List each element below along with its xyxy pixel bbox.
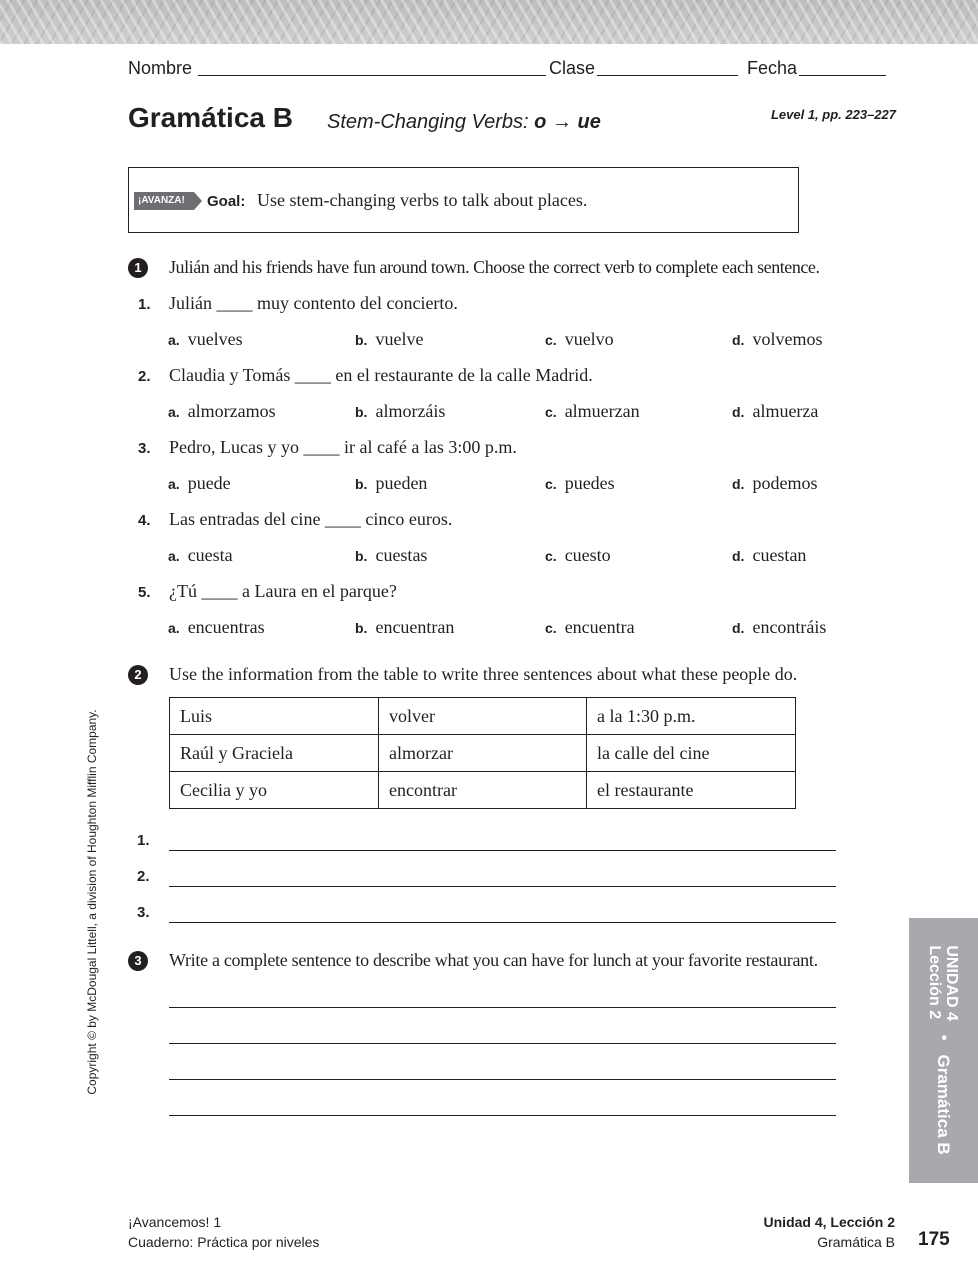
table-cell: a la 1:30 p.m. [587,698,796,735]
option-letter: d. [732,548,745,564]
page-number: 175 [918,1229,950,1250]
option-text: vuelvo [564,329,614,349]
level-reference: Level 1, pp. 223–227 [770,107,896,122]
side-tab-label [926,945,960,1154]
option-letter: c. [545,548,557,564]
page-subtitle [327,111,601,134]
answer-option[interactable] [545,329,614,350]
option-letter: c. [545,404,557,420]
question-text: Julián ____ muy contento del concierto. [169,293,458,313]
table-cell: almorzar [379,735,587,772]
nombre-label: Nombre [128,58,193,78]
section-1-instruction: Julián and his friends have fun around town. Choose the correct verb to complete each sentence. [169,257,820,277]
side-tab [909,918,978,1183]
option-text: pueden [375,473,428,493]
question-number: 1. [138,296,151,313]
option-letter: a. [168,332,180,348]
answer-2-line[interactable] [169,886,836,887]
answer-option[interactable] [355,329,423,350]
answer-option[interactable] [168,617,265,638]
answer-1-number: 1. [137,832,150,849]
answer-option[interactable] [732,617,826,638]
option-letter: a. [168,548,180,564]
option-letter: b. [355,332,368,348]
writing-line[interactable] [169,1079,836,1080]
answer-option[interactable] [732,401,818,422]
option-text: almorzáis [375,401,446,421]
answer-option[interactable] [168,401,276,422]
answer-option[interactable] [545,473,615,494]
option-text: podemos [752,473,818,493]
answer-option[interactable] [545,617,635,638]
subtitle-from: o [534,111,547,133]
option-text: almuerzan [564,401,640,421]
table-cell: encontrar [379,772,587,809]
option-text: almorzamos [187,401,276,421]
copyright-text: Copyright © by McDougal Littell, a division of Houghton Mifflin Company. [85,709,99,1095]
footer-unit: Unidad 4, Lección 2 [763,1214,895,1230]
bullet-icon: • [935,1034,952,1041]
option-letter: b. [355,476,368,492]
side-tab-unidad: UNIDAD 4 [943,945,960,1021]
info-table [169,697,796,809]
answer-3-number: 3. [137,904,150,921]
answer-option[interactable] [168,473,231,494]
option-letter: b. [355,620,368,636]
side-tab-section: Gramática B [934,1054,953,1155]
option-letter: b. [355,548,368,564]
option-letter: b. [355,404,368,420]
subtitle-to: ue [577,111,601,133]
option-letter: d. [732,404,745,420]
option-text: puedes [564,473,615,493]
answer-option[interactable] [545,401,640,422]
answer-1-line[interactable] [169,850,836,851]
option-text: encuentran [375,617,455,637]
table-row [170,735,796,772]
option-text: cuesto [564,545,611,565]
option-letter: c. [545,476,557,492]
option-text: vuelves [187,329,243,349]
writing-line[interactable] [169,1115,836,1116]
answer-option[interactable] [732,545,806,566]
page-title: Gramática B [128,102,293,133]
section-2-instruction: Use the information from the table to write three sentences about what these people do. [169,664,798,684]
option-text: encuentras [187,617,265,637]
option-text: cuestan [752,545,807,565]
answer-option[interactable] [545,545,611,566]
option-letter: c. [545,332,557,348]
table-cell: Luis [170,698,379,735]
clase-line [597,75,738,76]
section-1-number: 1 [128,258,148,278]
answer-2-number: 2. [137,868,150,885]
clase-label: Clase [549,58,596,78]
table-cell: Cecilia y yo [170,772,379,809]
footer-section: Gramática B [817,1234,895,1250]
writing-line[interactable] [169,1007,836,1008]
section-3-number: 3 [128,951,148,971]
option-text: encuentra [564,617,635,637]
option-text: cuestas [375,545,428,565]
decorative-header-band [0,0,978,44]
option-text: almuerza [752,401,819,421]
section-3-instruction: Write a complete sentence to describe what you can have for lunch at your favorite restaurant. [169,950,818,970]
answer-option[interactable] [355,473,427,494]
question-number: 2. [138,368,151,385]
option-text: encontráis [752,617,827,637]
table-cell: el restaurante [587,772,796,809]
option-letter: a. [168,620,180,636]
option-letter: a. [168,476,180,492]
answer-option[interactable] [168,329,243,350]
question-number: 3. [138,440,151,457]
answer-option[interactable] [355,545,427,566]
fecha-line [799,75,886,76]
option-letter: d. [732,332,745,348]
question-text: Claudia y Tomás ____ en el restaurante de la calle Madrid. [169,365,593,385]
question-text: Las entradas del cine ____ cinco euros. [169,509,453,529]
side-tab-unit-block [926,945,960,1021]
goal-label: Goal: [207,193,246,210]
table-row [170,772,796,809]
answer-option[interactable] [168,545,233,566]
question-number: 5. [138,584,151,601]
table-row [170,698,796,735]
avanza-arrow-icon [194,192,202,210]
avanza-badge: ¡AVANZA! [134,192,194,210]
goal-text: Use stem-changing verbs to talk about places. [257,190,588,210]
table-cell: Raúl y Graciela [170,735,379,772]
option-letter: d. [732,620,745,636]
arrow-icon: → [551,111,572,133]
subtitle-prefix: Stem-Changing Verbs: [327,111,529,133]
answer-option[interactable] [732,329,822,350]
option-letter: a. [168,404,180,420]
option-text: vuelve [375,329,424,349]
option-text: volvemos [752,329,823,349]
answer-option[interactable] [355,617,454,638]
question-text: Pedro, Lucas y yo ____ ir al café a las 3:00 p.m. [169,437,517,457]
option-text: puede [187,473,231,493]
question-number: 4. [138,512,151,529]
option-letter: d. [732,476,745,492]
option-text: cuesta [187,545,233,565]
question-text: ¿Tú ____ a Laura en el parque? [169,581,397,601]
answer-option[interactable] [732,473,817,494]
option-letter: c. [545,620,557,636]
footer-book-subtitle: Cuaderno: Práctica por niveles [128,1234,320,1250]
fecha-label: Fecha [747,58,798,78]
section-2-number: 2 [128,665,148,685]
answer-option[interactable] [355,401,445,422]
table-cell: volver [379,698,587,735]
nombre-line [198,75,546,76]
table-cell: la calle del cine [587,735,796,772]
footer-book-title: ¡Avancemos! 1 [128,1214,222,1230]
answer-3-line[interactable] [169,922,836,923]
side-tab-leccion: Lección 2 [926,945,943,1020]
writing-line[interactable] [169,1043,836,1044]
